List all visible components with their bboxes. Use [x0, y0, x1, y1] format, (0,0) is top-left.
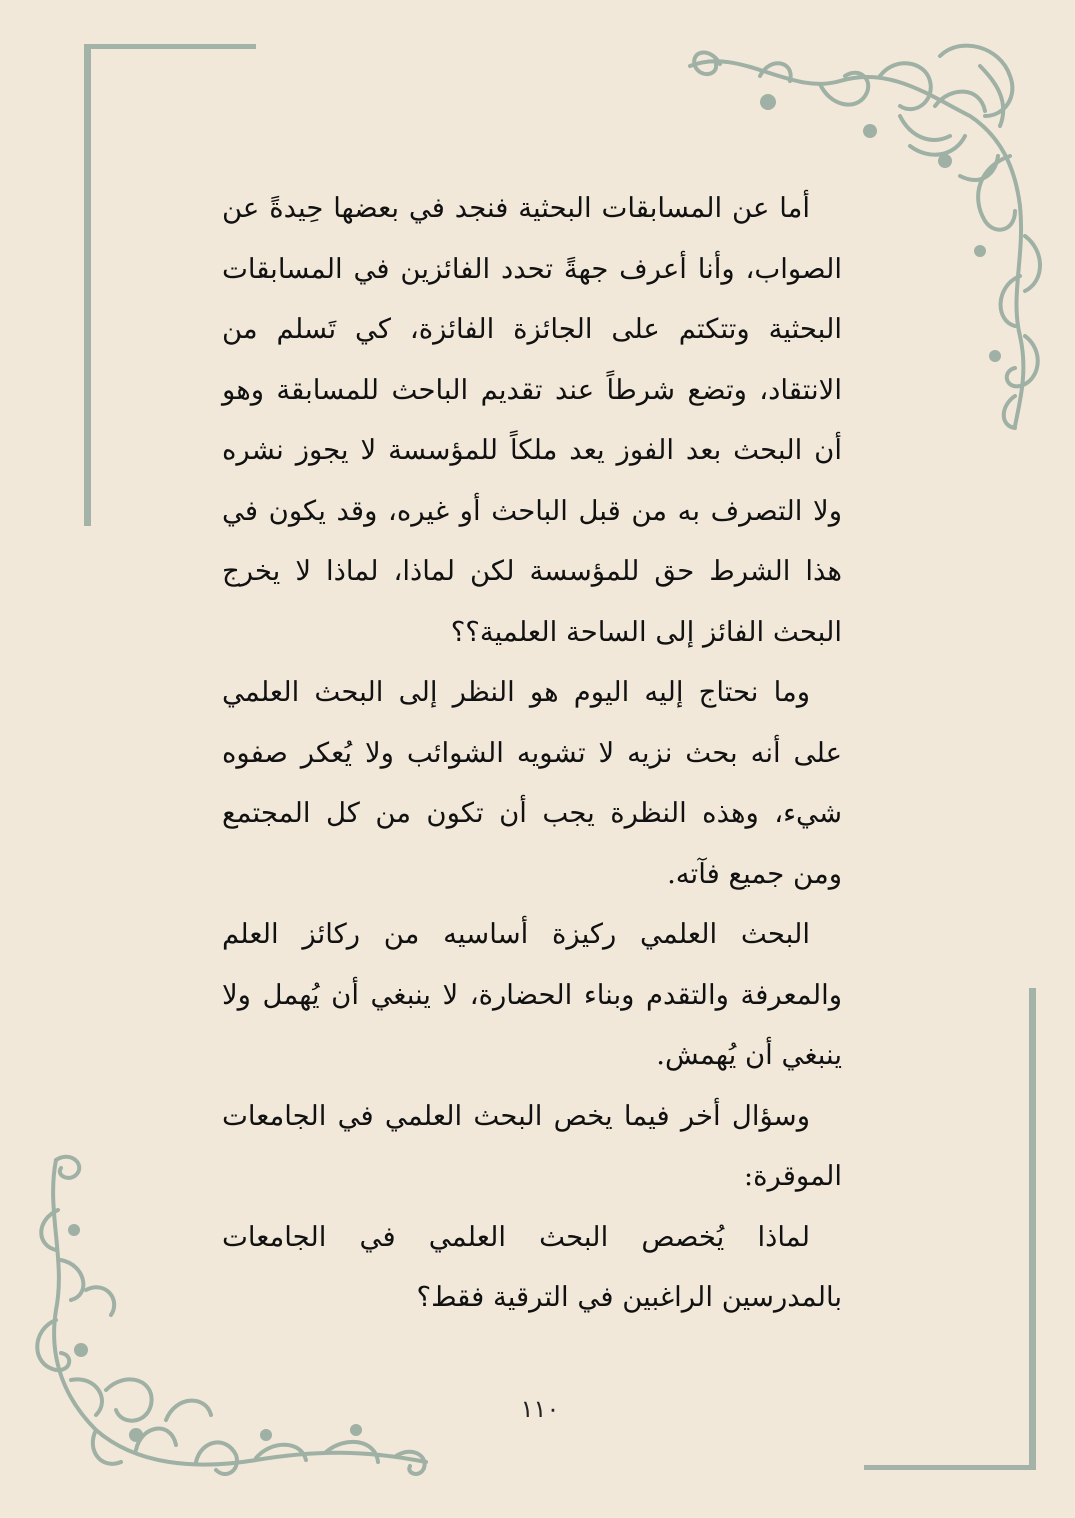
paragraph-3: البحث العلمي ركيزة أساسيه من ركائز العلم والمعرفة والتقدم وبناء الحضارة، لا ينبغي أن يُهمل ولا ينبغي أن يُهمش. — [222, 918, 842, 1071]
paragraph-2: وما نحتاج إليه اليوم هو النظر إلى البحث العلمي على أنه بحث نزيه لا تشويه الشوائب ولا يُعكر صفوه شيء، وهذه النظرة يجب أن تكون من كل المجتمع ومن جميع فآته. — [222, 676, 842, 890]
frame-top-left-horizontal — [84, 44, 256, 49]
page-number: ١١٠ — [520, 1395, 560, 1423]
paragraph-5: لماذا يُخصص البحث العلمي في الجامعات بالمدرسين الراغبين في الترقية فقط؟ — [222, 1220, 842, 1313]
paragraph-4: وسؤال أخر فيما يخص البحث العلمي في الجامعات الموقرة: — [222, 1099, 842, 1192]
body-text — [222, 178, 842, 1328]
frame-bottom-right-vertical — [1029, 988, 1036, 1470]
frame-bottom-right-horizontal — [864, 1465, 1036, 1470]
paragraph-1: أما عن المسابقات البحثية فنجد في بعضها حِيدةً عن الصواب، وأنا أعرف جهةً تحدد الفائزين في المسابقات البحثية وتتكتم على الجائزة الفائزة، كي تَسلم من الانتقاد، وتضع شرطاً عند تقديم الباحث للمسابقة وهو أن البحث بعد الفوز يعد ملكاً للمؤسسة لا يجوز نشره ولا التصرف به من قبل الباحث أو غيره، وقد يكون في هذا الشرط حق للمؤسسة لكن لماذا، لماذا لا يخرج البحث الفائز إلى الساحة العلمية؟؟ — [222, 192, 842, 648]
frame-top-left-vertical — [84, 44, 91, 526]
